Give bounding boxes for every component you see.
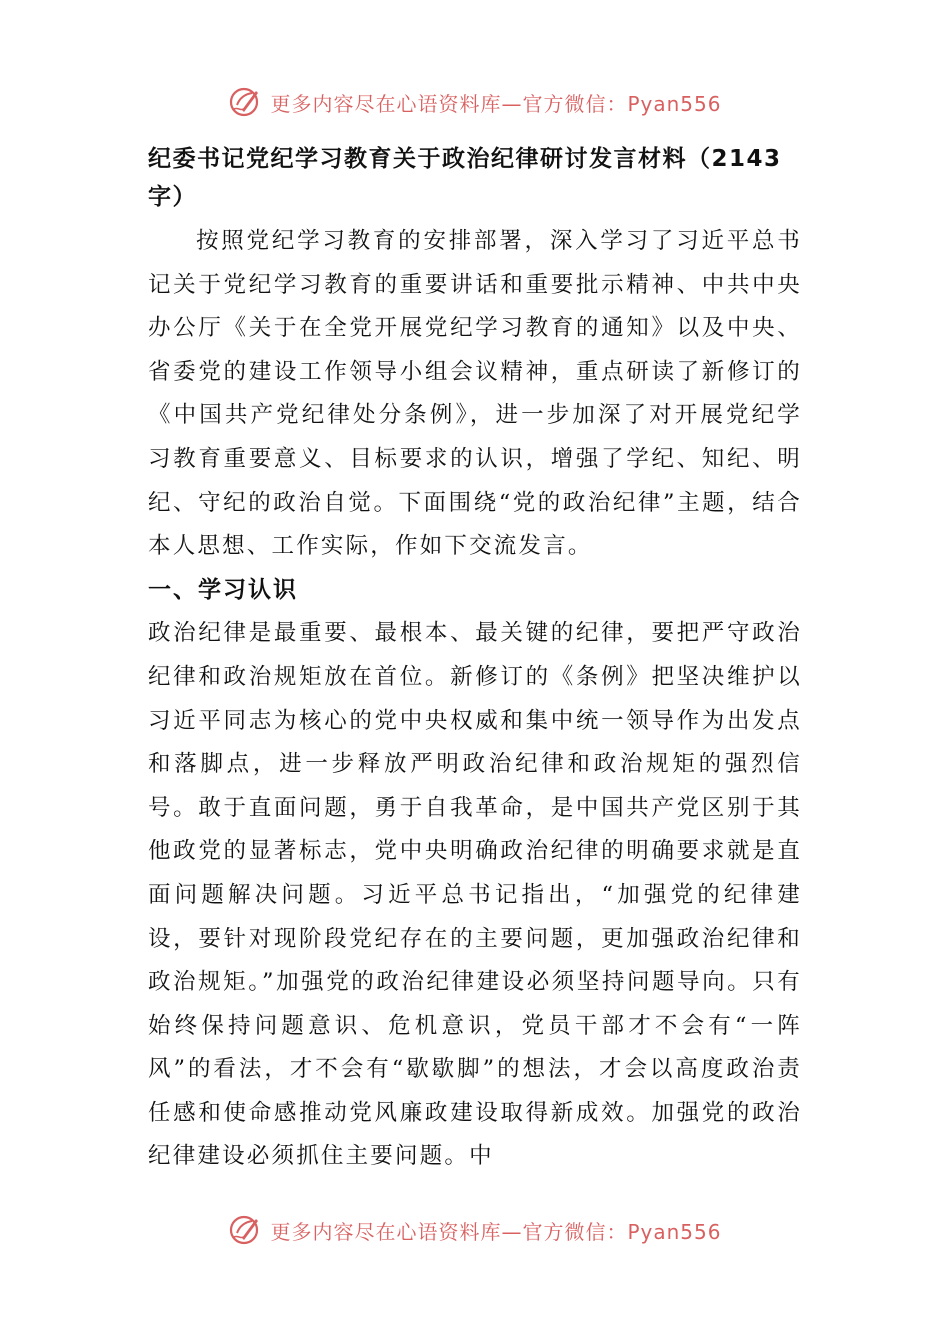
section-paragraph: 政治纪律是最重要、最根本、最关键的纪律，要把严守政治纪律和政治规矩放在首位。新修订的《条例》把坚决维护以习近平同志为核心的党中央权威和集中统一领导作为出发点和落脚点，进一步释放严明政治纪律和政治规矩的强烈信号。敢于直面问题，勇于自我革命，是中国共产党区别于其他政党的显著标志，党中央明确政治纪律的明确要求就是直面问题解决问题。习近平总书记指出，“加强党的纪律建设，要针对现阶段党纪存在的主要问题，更加强政治纪律和政治规矩。”加强党的政治纪律建设必须坚持问题导向。只有始终保持问题意识、危机意识，党员干部才不会有“一阵风”的看法，才不会有“歇歇脚”的想法，才会以高度政治责任感和使命感推动党风廉政建设取得新成效。加强党的政治纪律建设必须抓住主要问题。中 (148, 620, 802, 1170)
section-heading: 一、学习认识 (148, 576, 298, 603)
watermark-header (0, 82, 950, 122)
document-body (148, 140, 802, 1179)
watermark-text: 更多内容尽在心语资料库—官方微信：Pyan556 (270, 1219, 722, 1244)
watermark-footer (0, 1210, 950, 1250)
pen-logo-icon (228, 1213, 262, 1247)
document-title: 纪委书记党纪学习教育关于政治纪律研讨发言材料（2143字） (148, 146, 782, 210)
intro-paragraph: 按照党纪学习教育的安排部署，深入学习了习近平总书记关于党纪学习教育的重要讲话和重要批示精神、中共中央办公厅《关于在全党开展党纪学习教育的通知》以及中央、省委党的建设工作领导小组会议精神，重点研读了新修订的《中国共产党纪律处分条例》，进一步加深了对开展党纪学习教育重要意义、目标要求的认识，增强了学纪、知纪、明纪、守纪的政治自觉。下面围绕“党的政治纪律”主题，结合本人思想、工作实际，作如下交流发言。 (148, 228, 802, 560)
pen-logo-icon (228, 85, 262, 119)
watermark-text: 更多内容尽在心语资料库—官方微信：Pyan556 (270, 91, 722, 116)
